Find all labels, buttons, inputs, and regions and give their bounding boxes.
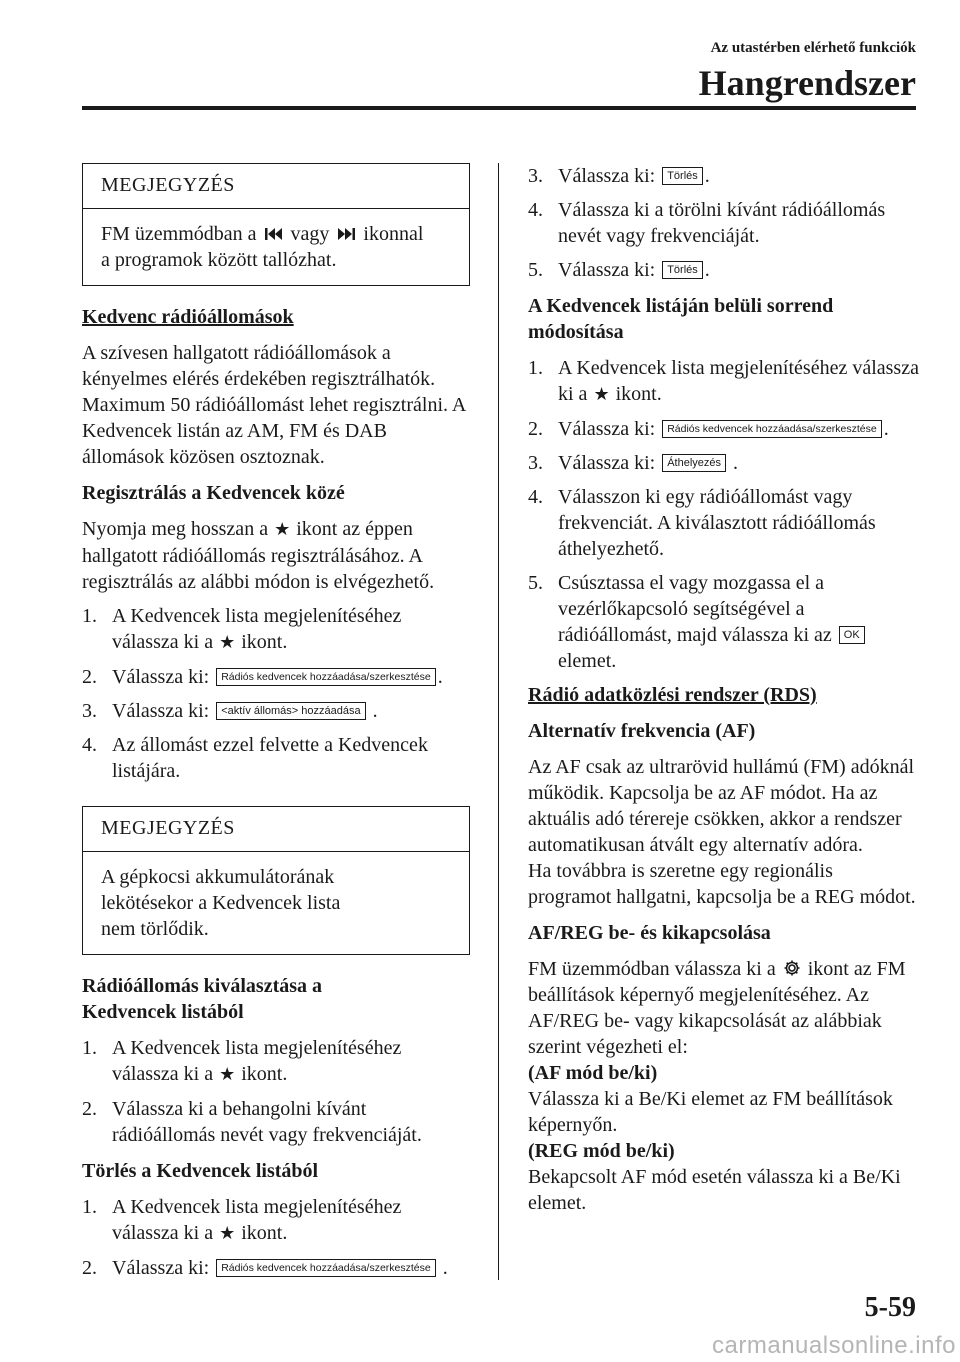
reg-text: Ha továbbra is szeretne egy regionális programot hallgatni, kapcsolja be a REG módot. (528, 860, 916, 908)
list-item: 2. Válassza ki: Rádiós kedvencek hozzáadása/szerkesztése . (528, 418, 889, 440)
delete-button[interactable]: Törlés (662, 167, 703, 185)
note-title: MEGJEGYZÉS (83, 164, 469, 209)
subheading-delete: Törlés a Kedvencek listából (82, 1160, 319, 1182)
favorites-intro: A szívesen hallgatott rádióállomások a kényelmes elérés érdekében regisztrálhatók. Maximum 50 rádióállomást lehet regisztrálni. A Kedvencek listán az AM, FM és DAB állomások közösen osztoznak. (82, 342, 466, 468)
reg-mode-text: Bekapcsolt AF mód esetén válassza ki a Be/Ki elemet. (528, 1166, 901, 1214)
subheading-reorder: A Kedvencek listáján belüli sorrend módosítása (528, 295, 834, 343)
note-body: A gépkocsi akkumulátorának lekötésekor a Kedvencek lista nem törlődik. (101, 866, 341, 940)
delete-steps (82, 1194, 470, 1281)
page-number: 5-59 (864, 1292, 916, 1323)
section-heading-favorites: Kedvenc rádióállomások (82, 306, 294, 328)
reorder-steps (528, 355, 920, 674)
list-item: 2. Válassza ki: Rádiós kedvencek hozzáadása/szerkesztése . (82, 666, 443, 688)
running-header: Az utastérben elérhető funkciók (710, 40, 916, 56)
list-item: 2. Válassza ki a behangolni kívánt rádióállomás nevét vagy frekvenciáját. (82, 1098, 422, 1146)
list-item: 4. Válassza ki a törölni kívánt rádióállomás nevét vagy frekvenciáját. (528, 199, 886, 247)
list-item: 1. A Kedvencek lista megjelenítéséhez válassza ki a ★ ikont. (82, 1035, 470, 1088)
list-item: 4. Az állomást ezzel felvette a Kedvencek listájára. (82, 734, 428, 782)
list-item: 2. Válassza ki: Rádiós kedvencek hozzáadása/szerkesztése . (82, 1257, 448, 1279)
add-active-station-button[interactable]: <aktív állomás> hozzáadása (216, 702, 365, 720)
list-item: 3. Válassza ki: <aktív állomás> hozzáadása . (82, 700, 378, 722)
move-button[interactable]: Áthelyezés (662, 454, 726, 472)
prev-track-icon (264, 226, 284, 242)
af-text: Az AF csak az ultrarövid hullámú (FM) adóknál működik. Kapcsolja be az AF módot. Ha az aktuális adó térereje csökken, akkor a rendszer automatikusan átvált egy alternatív adóra. (528, 756, 915, 856)
list-item: 1. A Kedvencek lista megjelenítéséhez válassza ki a ★ ikont. (82, 603, 470, 656)
reg-mode-label: (REG mód be/ki) (528, 1140, 675, 1162)
subheading-select: Rádióállomás kiválasztása a Kedvencek listából (82, 975, 323, 1023)
watermark: carmanualsonline.info (712, 1332, 956, 1359)
list-item: 5. Válassza ki: Törlés . (528, 259, 710, 281)
star-icon: ★ (593, 384, 610, 405)
gear-icon (783, 959, 801, 977)
next-track-icon (336, 226, 356, 242)
column-divider (498, 163, 499, 1280)
add-edit-favorites-button[interactable]: Rádiós kedvencek hozzáadása/szerkesztése (662, 420, 882, 438)
register-text: Nyomja meg hosszan a ★ ikont az éppen hallgatott rádióállomás regisztrálásához. A regisztrálás az alábbi módon is elvégezhető. (82, 518, 435, 593)
register-steps (82, 603, 470, 784)
list-item: 5. Csúsztassa el vagy mozgassa el a vezérlőkapcsoló segítségével a rádióállomást, majd válassza ki az OK elemet. (528, 570, 920, 674)
star-icon: ★ (219, 632, 236, 653)
section-heading-rds: Rádió adatközlési rendszer (RDS) (528, 684, 817, 706)
note-title: MEGJEGYZÉS (83, 807, 469, 852)
subheading-register: Regisztrálás a Kedvencek közé (82, 482, 345, 504)
note-box (82, 163, 470, 286)
page-title: Hangrendszer (698, 63, 916, 103)
list-item: 4. Válasszon ki egy rádióállomást vagy frekvenciát. A kiválasztott rádióállomás áthelyezhető. (528, 486, 876, 560)
star-icon: ★ (274, 519, 291, 540)
ok-button[interactable]: OK (839, 626, 865, 644)
add-edit-favorites-button[interactable]: Rádiós kedvencek hozzáadása/szerkesztése (216, 668, 436, 686)
list-item: 3. Válassza ki: Áthelyezés . (528, 452, 738, 474)
af-reg-text: FM üzemmódban válassza ki a ikont az FM beállítások képernyő megjelenítéséhez. Az AF/REG be- vagy kikapcsolását az alábbiak szerint végezheti el: (528, 958, 906, 1058)
delete-button[interactable]: Törlés (662, 261, 703, 279)
header-rule (82, 106, 916, 110)
delete-steps-continued (528, 163, 920, 283)
list-item: 1. A Kedvencek lista megjelenítéséhez válassza ki a ★ ikont. (82, 1194, 470, 1247)
list-item: 1. A Kedvencek lista megjelenítéséhez válassza ki a ★ ikont. (528, 355, 920, 408)
left-column (82, 163, 470, 1289)
note-box (82, 806, 470, 955)
list-item: 3. Válassza ki: Törlés . (528, 165, 710, 187)
add-edit-favorites-button[interactable]: Rádiós kedvencek hozzáadása/szerkesztése (216, 1259, 436, 1277)
select-steps (82, 1035, 470, 1148)
note-body: FM üzemmódban a vagy ikonnal a programok között tallózhat. (101, 223, 424, 271)
subheading-af: Alternatív frekvencia (AF) (528, 720, 756, 742)
subheading-af-reg-toggle: AF/REG be- és kikapcsolása (528, 922, 771, 944)
star-icon: ★ (219, 1223, 236, 1244)
star-icon: ★ (219, 1064, 236, 1085)
right-column (528, 163, 920, 1216)
af-mode-text: Válassza ki a Be/Ki elemet az FM beállítások képernyőn. (528, 1088, 893, 1136)
af-mode-label: (AF mód be/ki) (528, 1062, 658, 1084)
